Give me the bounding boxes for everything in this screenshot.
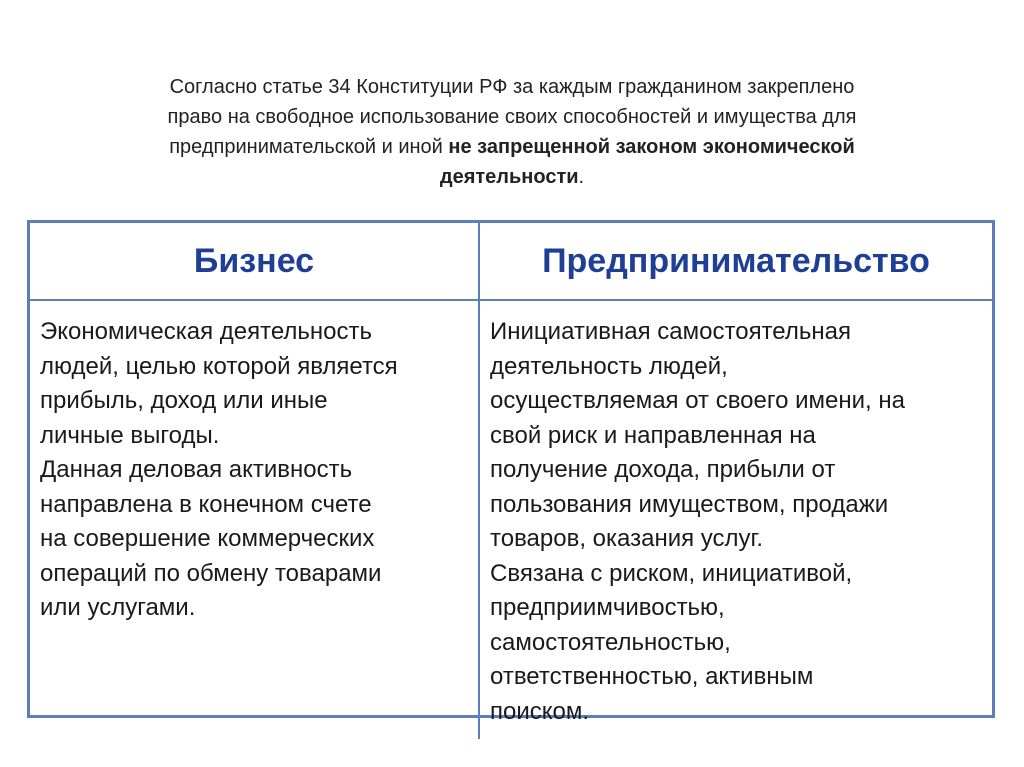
- entrepreneurship-line: Связана с риском, инициативой,: [490, 559, 853, 587]
- entrepreneurship-line: получение дохода, прибыли от: [490, 456, 836, 483]
- intro-line-4-bold: деятельности: [439, 166, 579, 188]
- entrepreneurship-line: самостоятельностью,: [490, 628, 731, 656]
- entrepreneurship-definition: [480, 301, 992, 739]
- comparison-table: [27, 220, 995, 725]
- business-line: операций по обмену товарами: [40, 559, 382, 587]
- intro-line-3: [70, 132, 954, 162]
- intro-line-2: право на свободное использование своих способностей и имущества для: [167, 106, 857, 128]
- business-line: на совершение коммерческих: [40, 525, 375, 552]
- header-business: Бизнес: [30, 223, 480, 301]
- entrepreneurship-line: пользования имуществом, продажи: [490, 490, 889, 518]
- entrepreneurship-line: товаров, оказания услуг.: [490, 525, 764, 552]
- intro-line-3-bold: не запрещенной законом экономической: [448, 136, 855, 158]
- entrepreneurship-line: деятельность людей,: [490, 352, 728, 380]
- intro-line-3-plain: предпринимательской и иной: [169, 136, 449, 158]
- entrepreneurship-line: осуществляемая от своего имени, на: [490, 387, 905, 414]
- entrepreneurship-line: Инициативная самостоятельная: [490, 318, 851, 345]
- business-line: людей, целью которой является: [40, 352, 398, 380]
- business-line: направлена в конечном счете: [40, 490, 372, 518]
- business-line: или услугами.: [40, 594, 196, 621]
- intro-line-4: [70, 162, 954, 192]
- business-line: прибыль, доход или иные: [40, 387, 328, 414]
- business-line: Экономическая деятельность: [40, 318, 372, 345]
- intro-line-1: Согласно статье 34 Конституции РФ за каждым гражданином закреплено: [169, 76, 855, 98]
- business-line: личные выгоды.: [40, 421, 220, 449]
- business-line: Данная деловая активность: [40, 456, 353, 483]
- intro-paragraph: [70, 72, 954, 192]
- entrepreneurship-line: поиском.: [490, 697, 590, 725]
- business-definition: [30, 301, 480, 739]
- header-entrepreneurship: Предпринимательство: [480, 223, 992, 301]
- intro-line-4-plain: .: [578, 166, 585, 188]
- entrepreneurship-line: свой риск и направленная на: [490, 421, 816, 449]
- entrepreneurship-line: предприимчивостью,: [490, 594, 725, 621]
- entrepreneurship-line: ответственностью, активным: [490, 663, 814, 690]
